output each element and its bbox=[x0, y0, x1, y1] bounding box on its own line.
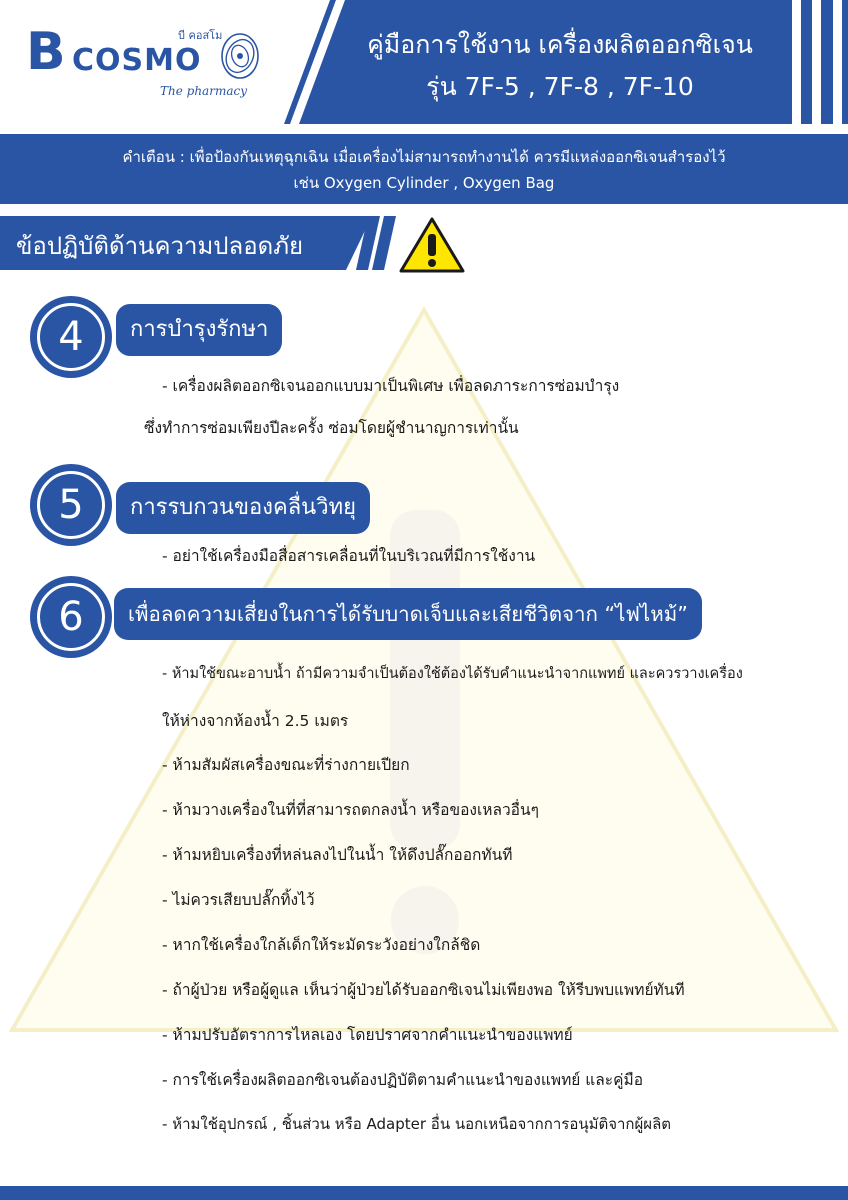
logo-word: COSMO bbox=[72, 43, 202, 78]
section-number: 5 bbox=[37, 471, 105, 539]
header-stripe bbox=[812, 0, 821, 124]
footer-bar bbox=[0, 1186, 848, 1200]
header-stripe bbox=[792, 0, 801, 124]
warning-banner bbox=[0, 134, 848, 204]
section-line: - อย่าใช้เครื่องมือสื่อสารเคลื่อนที่ในบริเวณที่มีการใช้งาน bbox=[162, 547, 536, 565]
section-number-badge bbox=[30, 576, 112, 658]
section-line: - ห้ามสัมผัสเครื่องขณะที่ร่างกายเปียก bbox=[162, 756, 410, 774]
section-line: - หากใช้เครื่องใกล้เด็กให้ระมัดระวังอย่างใกล้ชิด bbox=[162, 936, 481, 954]
logo-thai-name: บี คอสโม bbox=[178, 29, 223, 42]
section-line: - ห้ามใช้อุปกรณ์ , ชิ้นส่วน หรือ Adapter อื่น นอกเหนือจากการอนุมัติจากผู้ผลิต bbox=[162, 1115, 672, 1133]
logo-tagline: The pharmacy bbox=[160, 84, 247, 98]
section-number-badge bbox=[30, 464, 112, 546]
section-line: - ห้ามใช้ขณะอาบน้ำ ถ้ามีความจำเป็นต้องใช้ต้องได้รับคำแนะนำจากแพทย์ และควรวางเครื่อง bbox=[162, 666, 743, 682]
safety-heading: ข้อปฏิบัติด้านความปลอดภัย bbox=[16, 232, 304, 260]
section-title: เพื่อลดความเสี่ยงในการได้รับบาดเจ็บและเสียชีวิตจาก “ไฟไหม้” bbox=[114, 588, 702, 640]
warning-line1: คำเตือน : เพื่อป้องกันเหตุฉุกเฉิน เมื่อเครื่องไม่สามารถทำงานได้ ควรมีแหล่งออกซิเจนสำรองไว้ bbox=[122, 148, 726, 166]
section-line: - ห้ามปรับอัตราการไหลเอง โดยปราศจากคำแนะนำของแพทย์ bbox=[162, 1026, 573, 1044]
section-line: - ถ้าผู้ป่วย หรือผู้ดูแล เห็นว่าผู้ป่วยได้รับออกซิเจนไม่เพียงพอ ให้รีบพบแพทย์ทันที bbox=[162, 981, 685, 999]
section-line: - เครื่องผลิตออกซิเจนออกแบบมาเป็นพิเศษ เพื่อลดภาระการซ่อมบำรุง bbox=[162, 377, 620, 395]
manual-title-line2: รุ่น 7F-5 , 7F-8 , 7F-10 bbox=[426, 72, 694, 101]
section-line: - ห้ามวางเครื่องในที่ที่สามารถตกลงน้ำ หรือของเหลวอื่นๆ bbox=[162, 801, 539, 819]
manual-title bbox=[340, 24, 780, 108]
section-number: 4 bbox=[37, 303, 105, 371]
manual-title-line1: คู่มือการใช้งาน เครื่องผลิตออกซิเจน bbox=[367, 30, 753, 59]
section-title: การบำรุงรักษา bbox=[116, 304, 282, 356]
logo-swirl-icon bbox=[218, 30, 262, 82]
section-number: 6 bbox=[37, 583, 105, 651]
section-title: การรบกวนของคลื่นวิทยุ bbox=[116, 482, 370, 534]
section-number-badge bbox=[30, 296, 112, 378]
section-line: - การใช้เครื่องผลิตออกซิเจนต้องปฏิบัติตามคำแนะนำของแพทย์ และคู่มือ bbox=[162, 1071, 644, 1089]
logo-letter: B bbox=[26, 22, 66, 82]
section-line: - ห้ามหยิบเครื่องที่หล่นลงไปในน้ำ ให้ดึงปลั๊กออกทันที bbox=[162, 846, 513, 864]
caution-triangle-icon bbox=[398, 216, 466, 274]
warning-line2: เช่น Oxygen Cylinder , Oxygen Bag bbox=[293, 174, 555, 192]
section-line: - ไม่ควรเสียบปลั๊กทิ้งไว้ bbox=[162, 891, 315, 909]
section-line: ซึ่งทำการซ่อมเพียงปีละครั้ง ซ่อมโดยผู้ชำนาญการเท่านั้น bbox=[144, 419, 519, 437]
header-stripe bbox=[833, 0, 842, 124]
header-banner bbox=[0, 0, 848, 124]
section-line: ให้ห่างจากห้องน้ำ 2.5 เมตร bbox=[162, 712, 349, 730]
